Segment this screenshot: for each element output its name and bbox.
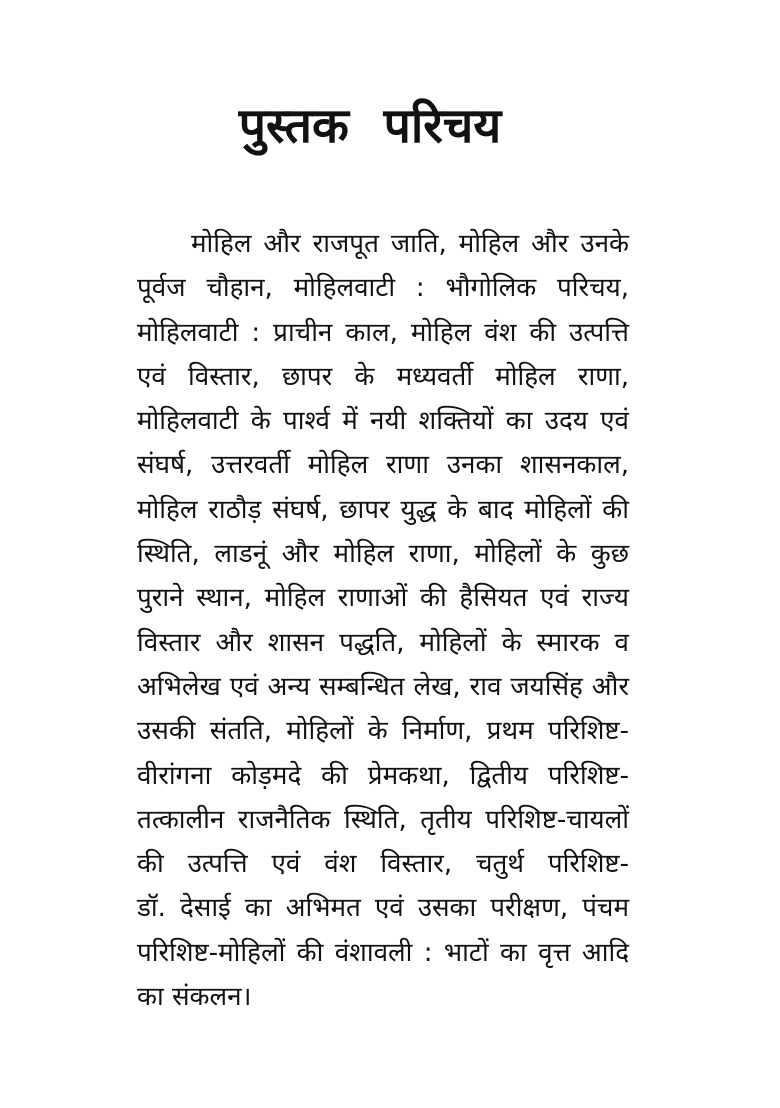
text-line: का संकलन।: [137, 982, 252, 1013]
text-line: पुराने स्थान, मोहिल राणाओं की हैसियत एवं राज्य: [137, 583, 629, 614]
text-line: की उत्पत्ति एवं वंश विस्तार, चतुर्थ परिशिष्ट-: [137, 849, 629, 880]
text-line: परिशिष्ट-मोहिलों की वंशावली : भाटों का वृत्त आदि: [137, 937, 629, 968]
text-line: विस्तार और शासन पद्धति, मोहिलों के स्मारक व: [137, 627, 629, 658]
text-line: पूर्वज चौहान, मोहिलवाटी : भौगोलिक परिचय,: [137, 273, 629, 304]
text-line: डॉ. देसाई का अभिमत एवं उसका परीक्षण, पंचम: [137, 893, 629, 924]
text-line: एवं विस्तार, छापर के मध्यवर्ती मोहिल राणा,: [137, 361, 629, 392]
text-line: मोहिल राठौड़ संघर्ष, छापर युद्ध के बाद मोहिलों की: [137, 494, 629, 525]
text-line: मोहिलवाटी के पार्श्व में नयी शक्तियों का उदय एवं: [137, 406, 629, 437]
text-line: वीरांगना कोड़मदे की प्रेमकथा, द्वितीय परिशिष्ट-: [137, 760, 629, 791]
book-introduction-paragraph: [137, 222, 629, 1019]
text-line: अभिलेख एवं अन्य सम्बन्धित लेख, राव जयसिंह और: [137, 671, 629, 702]
text-line: संघर्ष, उत्तरवर्ती मोहिल राणा उनका शासनकाल,: [137, 450, 629, 481]
text-line: उसकी संतति, मोहिलों के निर्माण, प्रथम परिशिष्ट-: [137, 716, 629, 747]
text-line: स्थिति, लाडनूं और मोहिल राणा, मोहिलों के कुछ: [137, 539, 629, 570]
text-line: मोहिल और राजपूत जाति, मोहिल और उनके: [191, 229, 629, 259]
page-title: पुस्तक परिचय: [238, 98, 502, 154]
text-line: मोहिलवाटी : प्राचीन काल, मोहिल वंश की उत्पत्ति: [137, 317, 629, 348]
text-line: तत्कालीन राजनैतिक स्थिति, तृतीय परिशिष्ट-चायलों: [137, 804, 629, 835]
